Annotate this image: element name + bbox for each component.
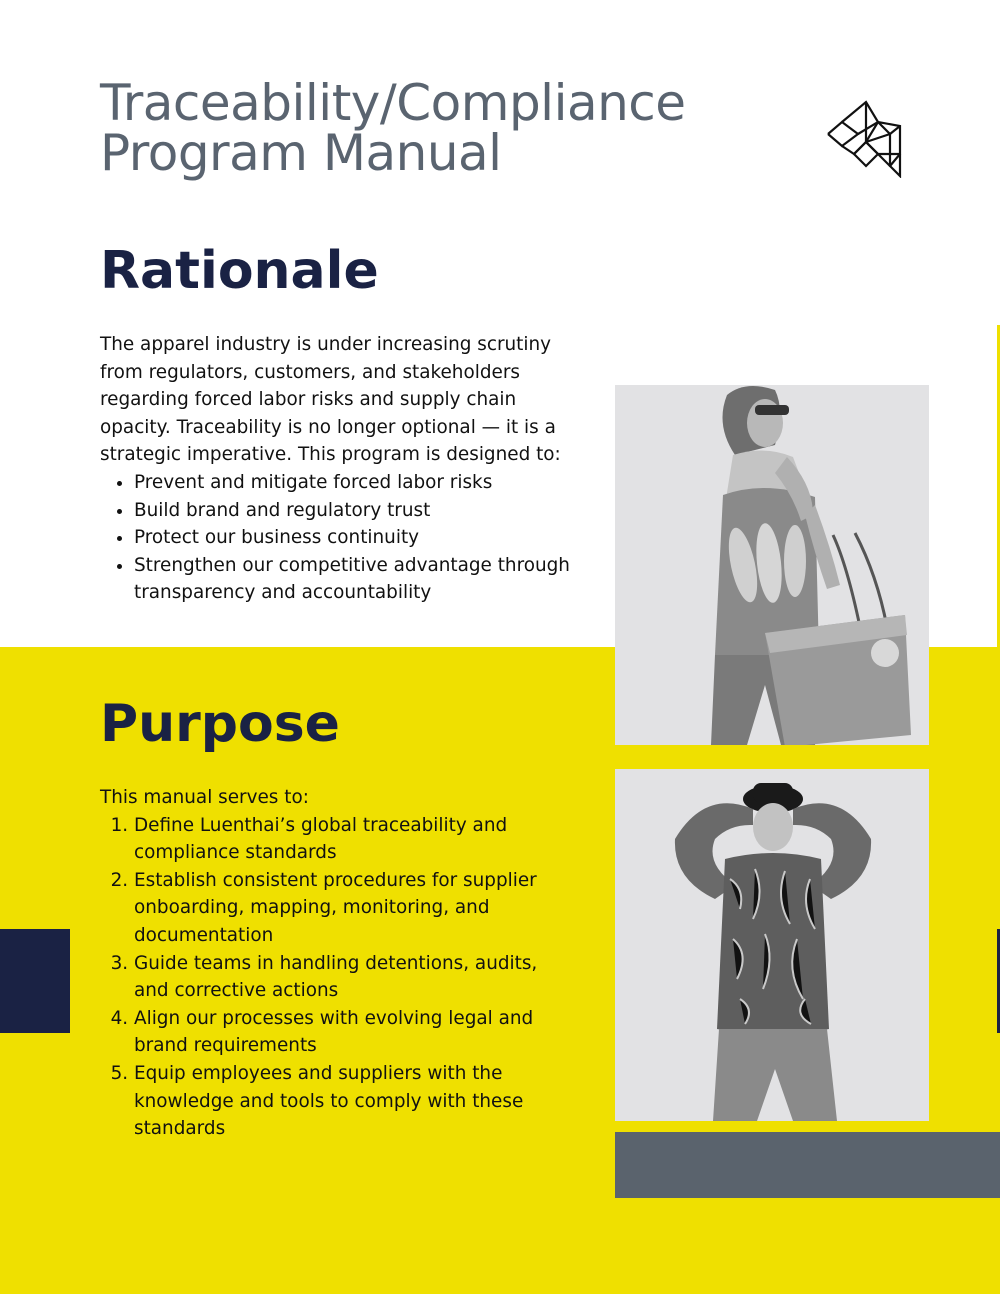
rationale-heading: Rationale [100, 241, 379, 301]
list-item: 2. Establish consistent procedures for supplier onboarding, mapping, monitoring, and documentation [134, 867, 570, 950]
list-item: • Build brand and regulatory trust [134, 497, 570, 525]
page-title [100, 74, 686, 182]
woman-with-handbag-photo [615, 385, 929, 745]
rationale-bullet-list [100, 469, 570, 607]
man-in-hat-photo [615, 769, 929, 1121]
list-item: • Prevent and mitigate forced labor risks [134, 469, 570, 497]
purpose-body [100, 784, 570, 1143]
list-item: 1. Define Luenthai’s global traceability and compliance standards [134, 812, 570, 867]
list-item: • Protect our business continuity [134, 524, 570, 552]
list-item: 5. Equip employees and suppliers with the knowledge and tools to comply with these standards [134, 1060, 570, 1143]
decorative-navy-block [0, 929, 70, 1033]
list-item: • Strengthen our competitive advantage through transparency and accountability [134, 552, 570, 607]
list-item: 4. Align our processes with evolving legal and brand requirements [134, 1005, 570, 1060]
title-line-2: Program Manual [100, 124, 502, 182]
purpose-intro: This manual serves to: [100, 787, 309, 808]
rationale-intro: The apparel industry is under increasing scrutiny from regulators, customers, and stakeholders regarding forced labor risks and supply chain opacity. Traceability is no longer optional — it is a strategic imperative. This program is designed to: [100, 334, 561, 466]
purpose-heading: Purpose [100, 694, 340, 754]
purpose-numbered-list [100, 812, 570, 1143]
list-item: 3. Guide teams in handling detentions, audits, and corrective actions [134, 950, 570, 1005]
title-line-1: Traceability/Compliance [100, 74, 686, 132]
geometric-fish-logo-icon [826, 100, 902, 178]
decorative-gray-block [615, 1132, 1000, 1198]
rationale-body [100, 331, 570, 607]
